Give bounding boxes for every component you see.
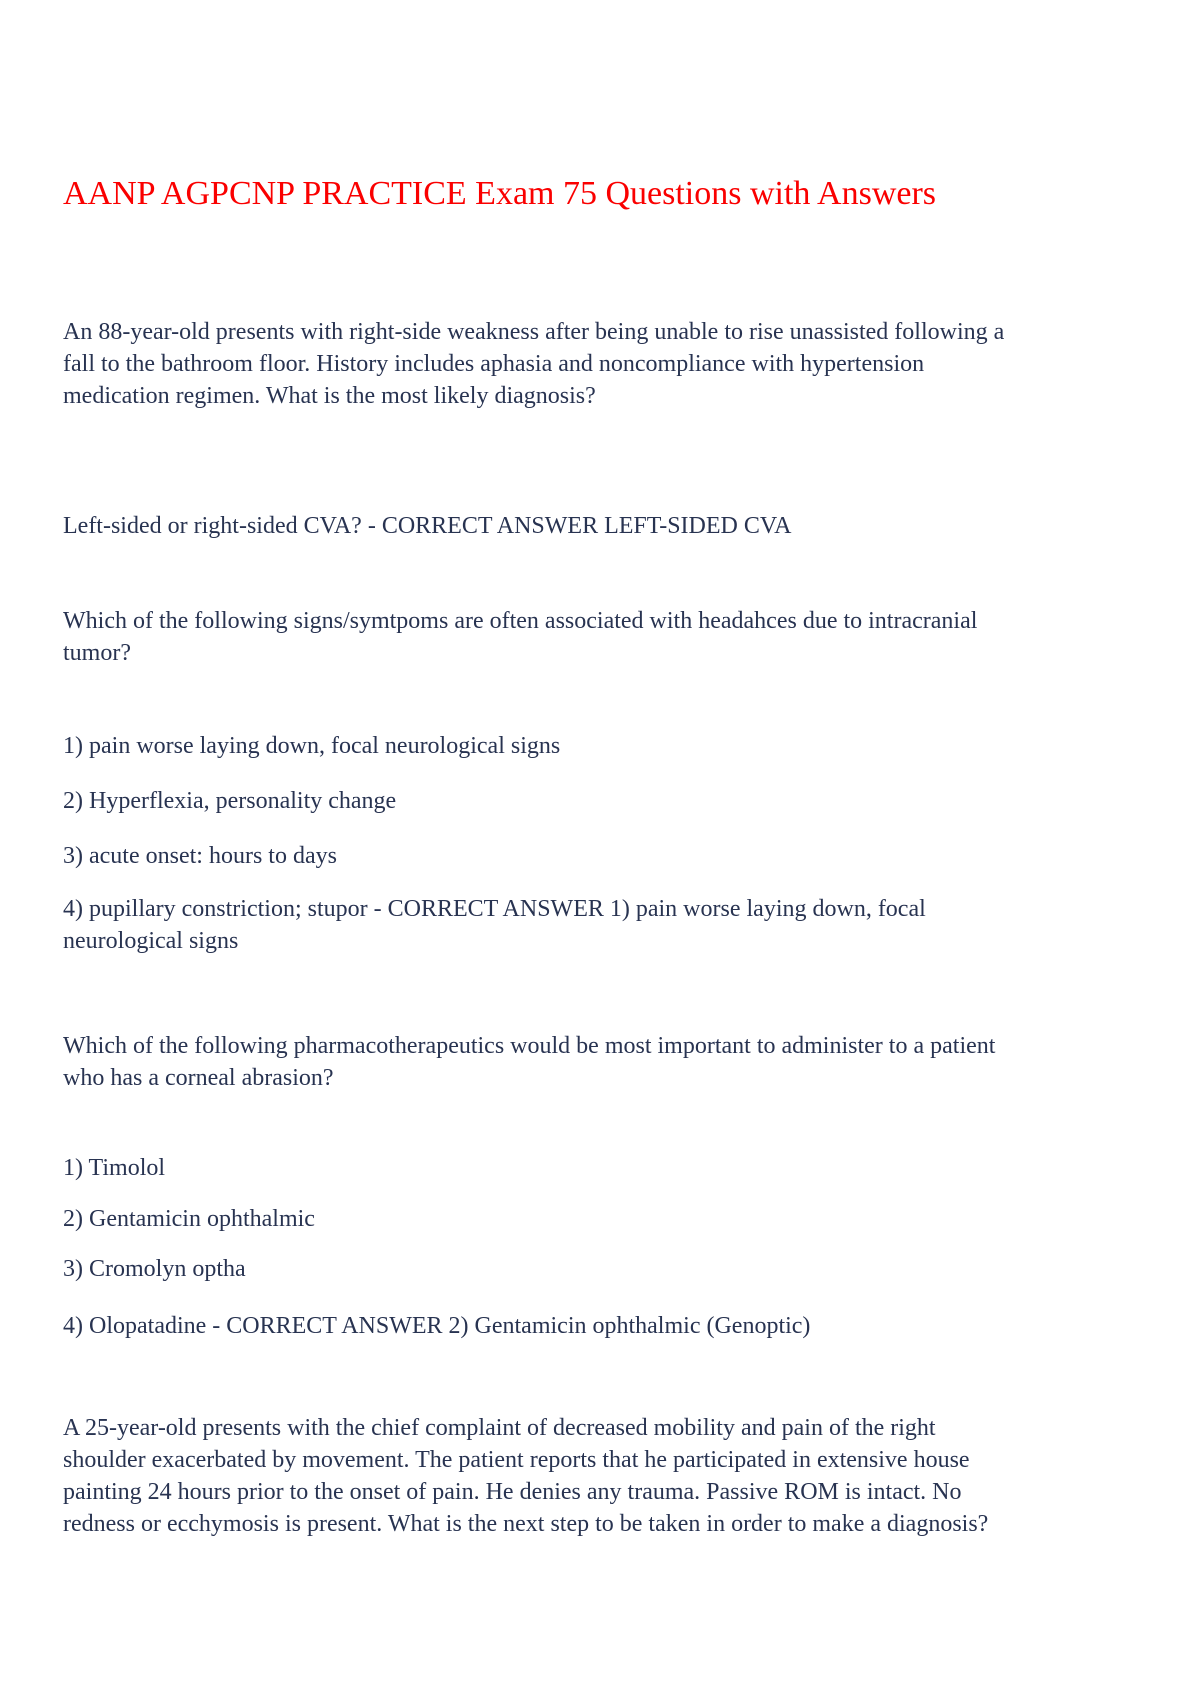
answer-option: 3) acute onset: hours to days xyxy=(63,843,337,869)
answer-option: 1) pain worse laying down, focal neurological signs xyxy=(63,733,561,759)
question-paragraph: Which of the following pharmacotherapeutics would be most important to administer to a patient who has a corneal abrasion? xyxy=(63,1033,996,1091)
question-paragraph: A 25-year-old presents with the chief complaint of decreased mobility and pain of the right shoulder exacerbated by movement. The patient reports that he participated in extensive house painting 24 hours prior to the onset of pain. He denies any trauma. Passive ROM is intact. No redness or ecchymosis is present. What is the next step to be taken in order to make a diagnosis? xyxy=(63,1415,989,1537)
answer-line: Left-sided or right-sided CVA? - CORRECT ANSWER LEFT-SIDED CVA xyxy=(63,513,792,539)
answer-option: 2) Hyperflexia, personality change xyxy=(63,788,397,814)
answer-option: 3) Cromolyn optha xyxy=(63,1256,246,1282)
question-paragraph: An 88-year-old presents with right-side weakness after being unable to rise unassisted following a fall to the bathroom floor. History includes aphasia and noncompliance with hypertension medication regimen. What is the most likely diagnosis? xyxy=(63,319,1005,409)
document-title: AANP AGPCNP PRACTICE Exam 75 Questions with Answers xyxy=(63,175,937,212)
answer-option-correct: 4) Olopatadine - CORRECT ANSWER 2) Gentamicin ophthalmic (Genoptic) xyxy=(63,1313,811,1339)
answer-option-correct: 4) pupillary constriction; stupor - CORRECT ANSWER 1) pain worse laying down, focal neurological signs xyxy=(63,896,926,954)
answer-option: 2) Gentamicin ophthalmic xyxy=(63,1206,315,1232)
answer-option: 1) Timolol xyxy=(63,1155,166,1181)
question-paragraph: Which of the following signs/symtpoms are often associated with headahces due to intracranial tumor? xyxy=(63,608,978,666)
